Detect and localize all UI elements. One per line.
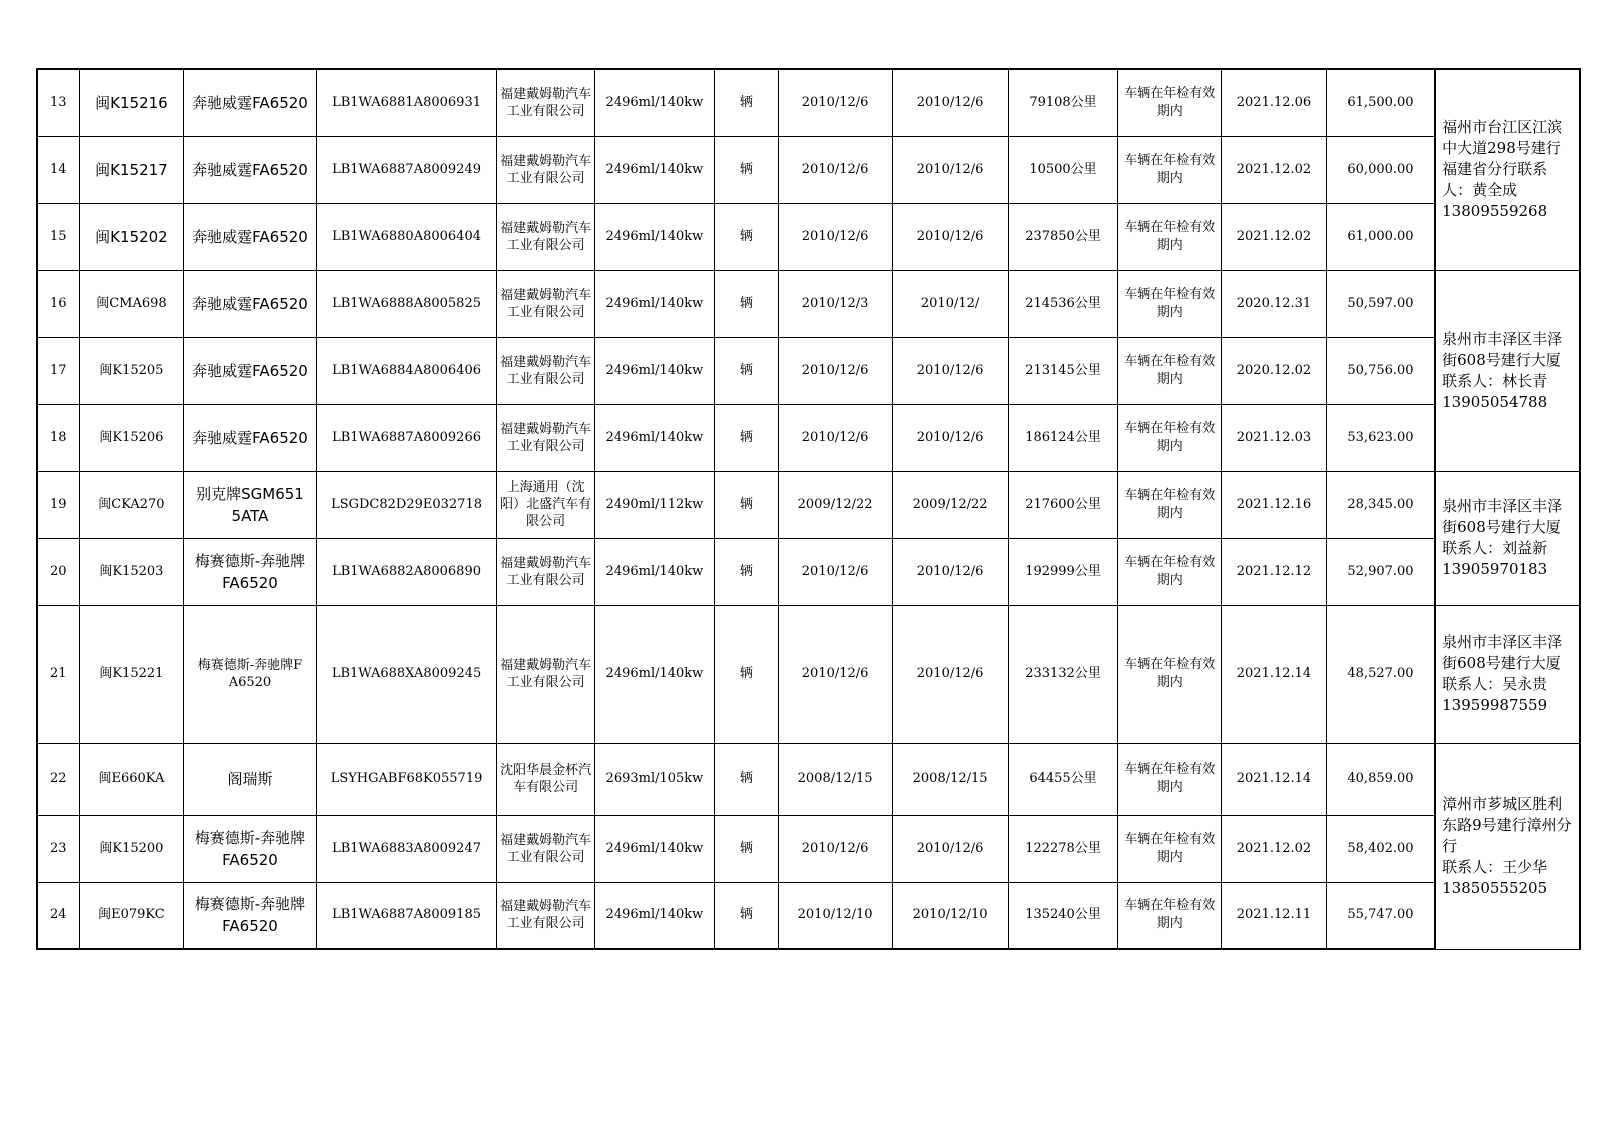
plate-number: 闽E079KC — [79, 882, 184, 949]
brand-model — [184, 538, 316, 605]
brand-model: 奔驰威霆FA6520 — [184, 404, 316, 471]
brand-model: 奔驰威霆FA6520 — [184, 270, 316, 337]
vin: LB1WA6881A8006931 — [316, 69, 497, 136]
price: 52,907.00 — [1326, 538, 1435, 605]
table-row — [37, 815, 1580, 882]
inspection-status: 车辆在年检有效期内 — [1118, 270, 1222, 337]
register-date: 2010/12/6 — [778, 69, 892, 136]
row-number: 17 — [37, 337, 79, 404]
price: 50,597.00 — [1326, 270, 1435, 337]
location-cell — [1435, 69, 1580, 270]
table-row — [37, 69, 1580, 136]
mileage: 64455公里 — [1008, 743, 1118, 815]
engine-spec: 2496ml/140kw — [594, 815, 714, 882]
row-number: 20 — [37, 538, 79, 605]
price: 40,859.00 — [1326, 743, 1435, 815]
brand-model: 奔驰威霆FA6520 — [184, 203, 316, 270]
price: 61,000.00 — [1326, 203, 1435, 270]
plate-number: 闽K15200 — [79, 815, 184, 882]
brand-model — [184, 815, 316, 882]
insurance-date: 2021.12.16 — [1222, 471, 1327, 538]
inspection-status: 车辆在年检有效期内 — [1118, 337, 1222, 404]
register-date: 2010/12/6 — [778, 136, 892, 203]
register-date: 2008/12/15 — [778, 743, 892, 815]
unit: 辆 — [715, 882, 779, 949]
mileage: 217600公里 — [1008, 471, 1118, 538]
price: 55,747.00 — [1326, 882, 1435, 949]
mileage: 233132公里 — [1008, 605, 1118, 743]
manufacturer: 福建戴姆勒汽车工业有限公司 — [497, 136, 595, 203]
manufacturer: 福建戴姆勒汽车工业有限公司 — [497, 605, 595, 743]
location-phone: 13905970183 — [1442, 560, 1548, 578]
inspection-status: 车辆在年检有效期内 — [1118, 136, 1222, 203]
location-phone: 13959987559 — [1442, 696, 1548, 714]
manufacturer: 上海通用（沈阳）北盛汽车有限公司 — [497, 471, 595, 538]
start-date: 2010/12/6 — [892, 203, 1008, 270]
manufacturer: 福建戴姆勒汽车工业有限公司 — [497, 69, 595, 136]
brand-model: 奔驰威霆FA6520 — [184, 337, 316, 404]
row-number: 22 — [37, 743, 79, 815]
price: 58,402.00 — [1326, 815, 1435, 882]
row-number: 13 — [37, 69, 79, 136]
manufacturer: 福建戴姆勒汽车工业有限公司 — [497, 404, 595, 471]
unit: 辆 — [715, 471, 779, 538]
location-cell — [1435, 270, 1580, 471]
insurance-date: 2021.12.02 — [1222, 136, 1327, 203]
plate-number: 闽K15203 — [79, 538, 184, 605]
vin: LB1WA6883A8009247 — [316, 815, 497, 882]
register-date: 2010/12/6 — [778, 404, 892, 471]
plate-number: 闽K15205 — [79, 337, 184, 404]
plate-number: 闽K15216 — [79, 69, 184, 136]
location-contact: 联系人：王少华 — [1442, 857, 1548, 876]
price: 60,000.00 — [1326, 136, 1435, 203]
engine-spec: 2496ml/140kw — [594, 69, 714, 136]
vehicle-table — [36, 68, 1581, 950]
vin: LB1WA6887A8009249 — [316, 136, 497, 203]
engine-spec: 2490ml/112kw — [594, 471, 714, 538]
location-contact: 联系人：林长青 — [1442, 371, 1548, 390]
vin: LB1WA6884A8006406 — [316, 337, 497, 404]
plate-number: 闽K15221 — [79, 605, 184, 743]
start-date: 2010/12/6 — [892, 538, 1008, 605]
unit: 辆 — [715, 270, 779, 337]
plate-number: 闽K15217 — [79, 136, 184, 203]
engine-spec: 2496ml/140kw — [594, 882, 714, 949]
table-row — [37, 337, 1580, 404]
engine-spec: 2496ml/140kw — [594, 605, 714, 743]
row-number: 19 — [37, 471, 79, 538]
insurance-date: 2020.12.31 — [1222, 270, 1327, 337]
start-date: 2008/12/15 — [892, 743, 1008, 815]
table-row — [37, 605, 1580, 743]
mileage: 10500公里 — [1008, 136, 1118, 203]
engine-spec: 2693ml/105kw — [594, 743, 714, 815]
vin: LB1WA6888A8005825 — [316, 270, 497, 337]
unit: 辆 — [715, 203, 779, 270]
vin: LB1WA6882A8006890 — [316, 538, 497, 605]
table-row — [37, 203, 1580, 270]
mileage: 135240公里 — [1008, 882, 1118, 949]
insurance-date: 2021.12.03 — [1222, 404, 1327, 471]
inspection-status: 车辆在年检有效期内 — [1118, 605, 1222, 743]
location-phone: 13809559268 — [1442, 202, 1548, 221]
insurance-date: 2021.12.14 — [1222, 605, 1327, 743]
vin: LB1WA6887A8009185 — [316, 882, 497, 949]
insurance-date: 2021.12.02 — [1222, 815, 1327, 882]
inspection-status: 车辆在年检有效期内 — [1118, 471, 1222, 538]
manufacturer: 福建戴姆勒汽车工业有限公司 — [497, 270, 595, 337]
location-cell — [1435, 743, 1580, 949]
manufacturer: 福建戴姆勒汽车工业有限公司 — [497, 337, 595, 404]
row-number: 16 — [37, 270, 79, 337]
brand-model — [184, 882, 316, 949]
unit: 辆 — [715, 337, 779, 404]
engine-spec: 2496ml/140kw — [594, 404, 714, 471]
location-address: 漳州市芗城区胜利东路9号建行漳州分行 — [1442, 794, 1572, 855]
inspection-status: 车辆在年检有效期内 — [1118, 69, 1222, 136]
mileage: 79108公里 — [1008, 69, 1118, 136]
row-number: 23 — [37, 815, 79, 882]
location-cell — [1435, 605, 1580, 743]
brand-model: 奔驰威霆FA6520 — [184, 136, 316, 203]
engine-spec: 2496ml/140kw — [594, 538, 714, 605]
insurance-date: 2021.12.02 — [1222, 203, 1327, 270]
table-row — [37, 743, 1580, 815]
row-number: 15 — [37, 203, 79, 270]
unit: 辆 — [715, 815, 779, 882]
brand-model-text: 梅赛德斯-奔驰牌FA6520 — [194, 551, 306, 592]
brand-model: 阁瑞斯 — [184, 743, 316, 815]
location-address: 泉州市丰泽区丰泽街608号建行大厦 — [1442, 497, 1563, 536]
vin: LSGDC82D29E032718 — [316, 471, 497, 538]
location-phone: 13905054788 — [1442, 392, 1548, 411]
brand-model — [184, 605, 316, 743]
unit: 辆 — [715, 743, 779, 815]
table-row — [37, 270, 1580, 337]
register-date: 2009/12/22 — [778, 471, 892, 538]
table-row — [37, 136, 1580, 203]
mileage: 213145公里 — [1008, 337, 1118, 404]
brand-model: 奔驰威霆FA6520 — [184, 69, 316, 136]
engine-spec: 2496ml/140kw — [594, 270, 714, 337]
register-date: 2010/12/6 — [778, 605, 892, 743]
engine-spec: 2496ml/140kw — [594, 203, 714, 270]
plate-number: 闽CKA270 — [79, 471, 184, 538]
mileage: 186124公里 — [1008, 404, 1118, 471]
row-number: 14 — [37, 136, 79, 203]
mileage: 214536公里 — [1008, 270, 1118, 337]
manufacturer: 福建戴姆勒汽车工业有限公司 — [497, 203, 595, 270]
unit: 辆 — [715, 136, 779, 203]
location-contact: 联系人：刘益新 — [1442, 539, 1548, 557]
register-date: 2010/12/6 — [778, 203, 892, 270]
location-phone: 13850555205 — [1442, 878, 1548, 897]
start-date: 2010/12/6 — [892, 337, 1008, 404]
inspection-status: 车辆在年检有效期内 — [1118, 203, 1222, 270]
register-date: 2010/12/3 — [778, 270, 892, 337]
inspection-status: 车辆在年检有效期内 — [1118, 404, 1222, 471]
insurance-date: 2021.12.06 — [1222, 69, 1327, 136]
inspection-status: 车辆在年检有效期内 — [1118, 743, 1222, 815]
table-row — [37, 471, 1580, 538]
row-number: 24 — [37, 882, 79, 949]
price: 48,527.00 — [1326, 605, 1435, 743]
inspection-status: 车辆在年检有效期内 — [1118, 815, 1222, 882]
vin: LB1WA688XA8009245 — [316, 605, 497, 743]
location-contact: 联系人：黄全成 — [1442, 160, 1548, 200]
unit: 辆 — [715, 69, 779, 136]
plate-number: 闽E660KA — [79, 743, 184, 815]
unit: 辆 — [715, 605, 779, 743]
row-number: 18 — [37, 404, 79, 471]
vin: LB1WA6887A8009266 — [316, 404, 497, 471]
register-date: 2010/12/10 — [778, 882, 892, 949]
unit: 辆 — [715, 404, 779, 471]
location-contact: 联系人：吴永贵 — [1442, 675, 1548, 693]
start-date: 2010/12/6 — [892, 136, 1008, 203]
mileage: 192999公里 — [1008, 538, 1118, 605]
table-row — [37, 404, 1580, 471]
register-date: 2010/12/6 — [778, 815, 892, 882]
brand-model-text: 梅赛德斯-奔驰牌FA6520 — [194, 828, 306, 869]
manufacturer: 福建戴姆勒汽车工业有限公司 — [497, 815, 595, 882]
engine-spec: 2496ml/140kw — [594, 136, 714, 203]
location-address: 泉州市丰泽区丰泽街608号建行大厦 — [1442, 633, 1563, 672]
plate-number: 闽K15206 — [79, 404, 184, 471]
brand-model-text: 别克牌SGM6515ATA — [196, 484, 304, 525]
insurance-date: 2021.12.14 — [1222, 743, 1327, 815]
price: 61,500.00 — [1326, 69, 1435, 136]
start-date: 2010/12/6 — [892, 404, 1008, 471]
insurance-date: 2021.12.12 — [1222, 538, 1327, 605]
location-address: 福州市台江区江滨中大道298号建行福建省分行 — [1442, 118, 1563, 179]
inspection-status: 车辆在年检有效期内 — [1118, 882, 1222, 949]
manufacturer: 福建戴姆勒汽车工业有限公司 — [497, 538, 595, 605]
brand-model-text: 梅赛德斯-奔驰牌FA6520 — [197, 658, 303, 690]
location-cell — [1435, 471, 1580, 605]
start-date: 2010/12/6 — [892, 605, 1008, 743]
insurance-date: 2021.12.11 — [1222, 882, 1327, 949]
table-row — [37, 538, 1580, 605]
plate-number: 闽CMA698 — [79, 270, 184, 337]
start-date: 2010/12/6 — [892, 69, 1008, 136]
location-address: 泉州市丰泽区丰泽街608号建行大厦 — [1442, 329, 1563, 369]
mileage: 122278公里 — [1008, 815, 1118, 882]
brand-model — [184, 471, 316, 538]
mileage: 237850公里 — [1008, 203, 1118, 270]
insurance-date: 2020.12.02 — [1222, 337, 1327, 404]
engine-spec: 2496ml/140kw — [594, 337, 714, 404]
register-date: 2010/12/6 — [778, 538, 892, 605]
start-date: 2010/12/6 — [892, 815, 1008, 882]
brand-model-text: 梅赛德斯-奔驰牌FA6520 — [194, 895, 306, 936]
plate-number: 闽K15202 — [79, 203, 184, 270]
vin: LSYHGABF68K055719 — [316, 743, 497, 815]
row-number: 21 — [37, 605, 79, 743]
register-date: 2010/12/6 — [778, 337, 892, 404]
inspection-status: 车辆在年检有效期内 — [1118, 538, 1222, 605]
manufacturer: 沈阳华晨金杯汽车有限公司 — [497, 743, 595, 815]
vin: LB1WA6880A8006404 — [316, 203, 497, 270]
start-date: 2009/12/22 — [892, 471, 1008, 538]
manufacturer: 福建戴姆勒汽车工业有限公司 — [497, 882, 595, 949]
table-row — [37, 882, 1580, 949]
price: 28,345.00 — [1326, 471, 1435, 538]
start-date: 2010/12/ — [892, 270, 1008, 337]
price: 50,756.00 — [1326, 337, 1435, 404]
start-date: 2010/12/10 — [892, 882, 1008, 949]
unit: 辆 — [715, 538, 779, 605]
price: 53,623.00 — [1326, 404, 1435, 471]
